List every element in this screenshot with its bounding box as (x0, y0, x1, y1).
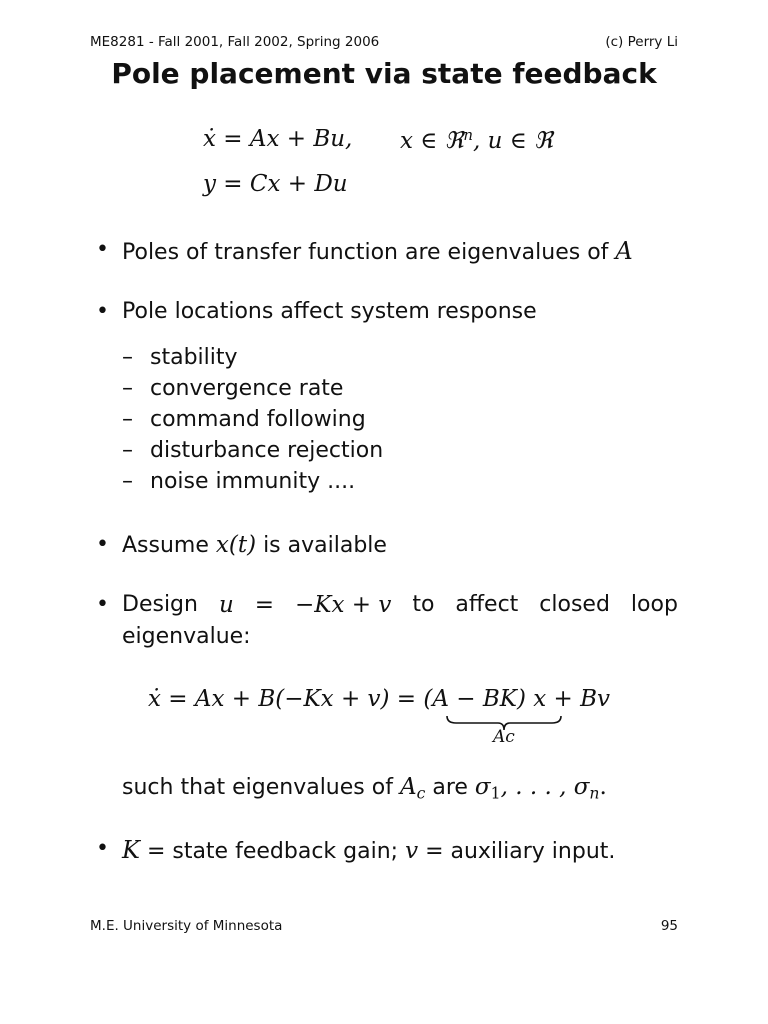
bullet-pole-locations: Pole locations affect system response (122, 299, 537, 324)
domain-statement: x ∈ ℜ$^n$, u ∈ ℜ (400, 126, 553, 155)
bullet-design-control-law: Design u = −Kx + v to affect closed loop (122, 592, 678, 618)
bullet-marker: • (96, 299, 109, 324)
page-number: 95 (660, 918, 678, 934)
sub-item-disturbance: disturbance rejection (150, 438, 384, 463)
closed-loop-equation: ẋ = Ax + B(−Kx + v) = (A − BK) x + Bv (148, 686, 611, 712)
sub-item-command-following: command following (150, 407, 366, 432)
bullet-definitions: K = state feedback gain; v = auxiliary input. (122, 836, 616, 864)
dash-marker: – (122, 438, 133, 463)
bullet-assume-state: Assume x(t) is available (122, 532, 387, 558)
bullet-poles-eigenvalues: Poles of transfer function are eigenvalues of A (122, 237, 633, 265)
bullet-marker: • (96, 237, 109, 262)
sub-item-convergence: convergence rate (150, 376, 344, 401)
dash-marker: – (122, 469, 133, 494)
dash-marker: – (122, 376, 133, 401)
course-header: ME8281 - Fall 2001, Fall 2002, Spring 2006 (90, 34, 380, 50)
author-header: (c) Perry Li (605, 34, 678, 50)
dash-marker: – (122, 407, 133, 432)
slide-title: Pole placement via state feedback (111, 57, 657, 90)
bullet-marker: • (96, 836, 109, 861)
output-equation: y = Cx + Du (203, 171, 348, 197)
bullet-marker: • (96, 592, 109, 617)
bullet-design-continued: eigenvalue: (122, 624, 251, 649)
dash-marker: – (122, 345, 133, 370)
sub-item-noise: noise immunity .... (150, 469, 356, 494)
sub-item-stability: stability (150, 345, 238, 370)
eigenvalue-condition: such that eigenvalues of $A_c$ are $\sigma_1$, . . . , $\sigma_n$. (122, 774, 607, 803)
footer-institution: M.E. University of Minnesota (90, 918, 283, 934)
bullet-marker: • (96, 532, 109, 557)
state-equation: ẋ = Ax + Bu, (203, 126, 353, 152)
brace-label: Ac (493, 727, 515, 747)
